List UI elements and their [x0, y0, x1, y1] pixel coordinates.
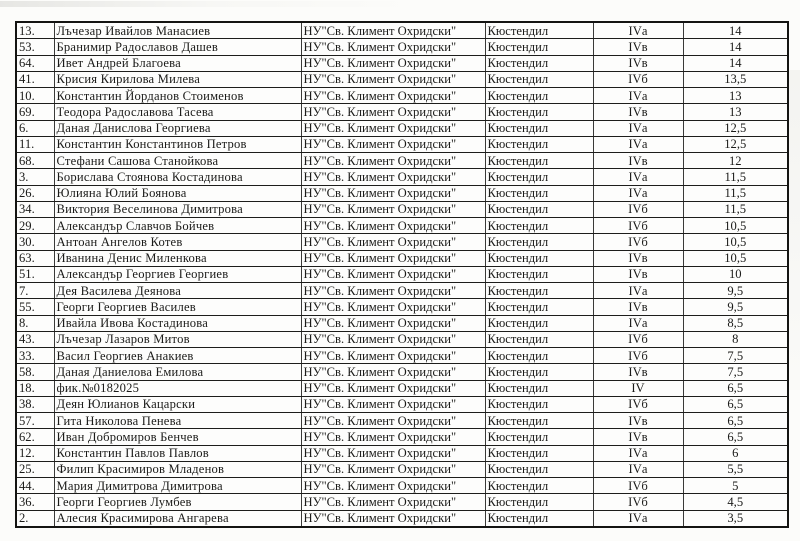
table-row: [16, 364, 788, 380]
cell-number: 44.: [16, 478, 54, 494]
cell-school: НУ"Св. Климент Охридски": [301, 185, 485, 201]
cell-city: Кюстендил: [485, 461, 593, 477]
cell-number: 6.: [16, 120, 54, 136]
cell-number: 10.: [16, 88, 54, 104]
cell-number: 55.: [16, 299, 54, 315]
cell-school: НУ"Св. Климент Охридски": [301, 299, 485, 315]
cell-school: НУ"Св. Климент Охридски": [301, 364, 485, 380]
cell-class: IVб: [593, 218, 683, 234]
cell-name: Филип Красимиров Младенов: [54, 461, 301, 477]
cell-score: 8,5: [683, 315, 788, 331]
cell-city: Кюстендил: [485, 494, 593, 510]
cell-name: Деян Юлианов Кацарски: [54, 396, 301, 412]
cell-score: 8: [683, 331, 788, 347]
cell-score: 11,5: [683, 201, 788, 217]
cell-number: 7.: [16, 283, 54, 299]
table-row: [16, 445, 788, 461]
cell-name: Крисия Кирилова Милева: [54, 71, 301, 87]
table-row: [16, 413, 788, 429]
cell-class: IVб: [593, 494, 683, 510]
table-row: [16, 71, 788, 87]
table-row: [16, 250, 788, 266]
cell-score: 11,5: [683, 185, 788, 201]
cell-school: НУ"Св. Климент Охридски": [301, 494, 485, 510]
cell-city: Кюстендил: [485, 266, 593, 282]
table-row: [16, 494, 788, 510]
cell-number: 51.: [16, 266, 54, 282]
cell-city: Кюстендил: [485, 120, 593, 136]
cell-school: НУ"Св. Климент Охридски": [301, 234, 485, 250]
cell-class: IVб: [593, 348, 683, 364]
cell-name: Иван Добромиров Бенчев: [54, 429, 301, 445]
table-row: [16, 169, 788, 185]
cell-class: IVв: [593, 55, 683, 71]
cell-number: 41.: [16, 71, 54, 87]
table-row: [16, 396, 788, 412]
cell-name: фик.№0182025: [54, 380, 301, 396]
cell-school: НУ"Св. Климент Охридски": [301, 380, 485, 396]
cell-score: 10,5: [683, 218, 788, 234]
cell-city: Кюстендил: [485, 104, 593, 120]
cell-score: 6,5: [683, 429, 788, 445]
cell-name: Георги Георгиев Василев: [54, 299, 301, 315]
cell-city: Кюстендил: [485, 445, 593, 461]
cell-score: 13: [683, 104, 788, 120]
cell-class: IVв: [593, 429, 683, 445]
cell-city: Кюстендил: [485, 201, 593, 217]
table-row: [16, 234, 788, 250]
cell-number: 63.: [16, 250, 54, 266]
cell-class: IVа: [593, 120, 683, 136]
cell-score: 13: [683, 88, 788, 104]
cell-city: Кюстендил: [485, 71, 593, 87]
cell-school: НУ"Св. Климент Охридски": [301, 39, 485, 55]
cell-name: Гита Николова Пенева: [54, 413, 301, 429]
cell-number: 62.: [16, 429, 54, 445]
cell-name: Константин Константинов Петров: [54, 136, 301, 152]
table-row: [16, 136, 788, 152]
cell-name: Константин Павлов Павлов: [54, 445, 301, 461]
table-row: [16, 120, 788, 136]
cell-city: Кюстендил: [485, 22, 593, 39]
cell-school: НУ"Св. Климент Охридски": [301, 461, 485, 477]
cell-number: 58.: [16, 364, 54, 380]
cell-name: Борислава Стоянова Костадинова: [54, 169, 301, 185]
cell-name: Лъчезар Лазаров Митов: [54, 331, 301, 347]
cell-number: 33.: [16, 348, 54, 364]
cell-number: 13.: [16, 22, 54, 39]
cell-city: Кюстендил: [485, 250, 593, 266]
cell-city: Кюстендил: [485, 429, 593, 445]
cell-number: 12.: [16, 445, 54, 461]
cell-class: IVв: [593, 104, 683, 120]
cell-class: IV: [593, 380, 683, 396]
cell-school: НУ"Св. Климент Охридски": [301, 266, 485, 282]
cell-city: Кюстендил: [485, 510, 593, 527]
cell-name: Георги Георгиев Лумбев: [54, 494, 301, 510]
cell-score: 6,5: [683, 413, 788, 429]
cell-score: 6: [683, 445, 788, 461]
cell-name: Иванина Денис Миленкова: [54, 250, 301, 266]
table-row: [16, 104, 788, 120]
cell-number: 18.: [16, 380, 54, 396]
cell-school: НУ"Св. Климент Охридски": [301, 396, 485, 412]
cell-name: Константин Йорданов Стоименов: [54, 88, 301, 104]
cell-number: 8.: [16, 315, 54, 331]
table-row: [16, 478, 788, 494]
cell-number: 11.: [16, 136, 54, 152]
cell-score: 9,5: [683, 283, 788, 299]
table-row: [16, 39, 788, 55]
cell-number: 2.: [16, 510, 54, 527]
cell-city: Кюстендил: [485, 55, 593, 71]
cell-school: НУ"Св. Климент Охридски": [301, 169, 485, 185]
cell-score: 13,5: [683, 71, 788, 87]
cell-school: НУ"Св. Климент Охридски": [301, 22, 485, 39]
cell-city: Кюстендил: [485, 331, 593, 347]
cell-score: 7,5: [683, 364, 788, 380]
cell-city: Кюстендил: [485, 478, 593, 494]
cell-number: 29.: [16, 218, 54, 234]
cell-number: 64.: [16, 55, 54, 71]
cell-number: 68.: [16, 153, 54, 169]
cell-score: 14: [683, 55, 788, 71]
cell-score: 5: [683, 478, 788, 494]
cell-class: IVа: [593, 136, 683, 152]
cell-school: НУ"Св. Климент Охридски": [301, 478, 485, 494]
cell-school: НУ"Св. Климент Охридски": [301, 348, 485, 364]
cell-name: Ивайла Ивова Костадинова: [54, 315, 301, 331]
cell-class: IVб: [593, 478, 683, 494]
cell-class: IVб: [593, 396, 683, 412]
cell-class: IVа: [593, 22, 683, 39]
cell-school: НУ"Св. Климент Охридски": [301, 55, 485, 71]
cell-school: НУ"Св. Климент Охридски": [301, 250, 485, 266]
cell-school: НУ"Св. Климент Охридски": [301, 429, 485, 445]
cell-school: НУ"Св. Климент Охридски": [301, 71, 485, 87]
cell-number: 57.: [16, 413, 54, 429]
cell-city: Кюстендил: [485, 153, 593, 169]
cell-school: НУ"Св. Климент Охридски": [301, 445, 485, 461]
cell-score: 6,5: [683, 380, 788, 396]
cell-score: 7,5: [683, 348, 788, 364]
cell-score: 12: [683, 153, 788, 169]
cell-score: 14: [683, 39, 788, 55]
cell-school: НУ"Св. Климент Охридски": [301, 218, 485, 234]
cell-score: 9,5: [683, 299, 788, 315]
cell-city: Кюстендил: [485, 136, 593, 152]
cell-class: IVб: [593, 71, 683, 87]
cell-class: IVв: [593, 364, 683, 380]
cell-number: 3.: [16, 169, 54, 185]
table-row: [16, 266, 788, 282]
cell-name: Александър Славчов Бойчев: [54, 218, 301, 234]
table-row: [16, 380, 788, 396]
cell-score: 11,5: [683, 169, 788, 185]
cell-class: IVа: [593, 461, 683, 477]
cell-name: Даная Даниелова Емилова: [54, 364, 301, 380]
cell-class: IVа: [593, 510, 683, 527]
cell-school: НУ"Св. Климент Охридски": [301, 153, 485, 169]
cell-name: Юлияна Юлий Боянова: [54, 185, 301, 201]
cell-city: Кюстендил: [485, 315, 593, 331]
cell-name: Лъчезар Ивайлов Манасиев: [54, 22, 301, 39]
cell-name: Дея Василева Деянова: [54, 283, 301, 299]
cell-name: Виктория Веселинова Димитрова: [54, 201, 301, 217]
table-row: [16, 55, 788, 71]
cell-city: Кюстендил: [485, 364, 593, 380]
cell-name: Теодора Радославова Тасева: [54, 104, 301, 120]
table-row: [16, 88, 788, 104]
cell-score: 12,5: [683, 120, 788, 136]
cell-class: IVв: [593, 266, 683, 282]
cell-city: Кюстендил: [485, 169, 593, 185]
cell-score: 10,5: [683, 234, 788, 250]
table-row: [16, 283, 788, 299]
cell-city: Кюстендил: [485, 413, 593, 429]
cell-school: НУ"Св. Климент Охридски": [301, 120, 485, 136]
cell-school: НУ"Св. Климент Охридски": [301, 413, 485, 429]
cell-class: IVв: [593, 413, 683, 429]
cell-score: 3,5: [683, 510, 788, 527]
cell-class: IVв: [593, 39, 683, 55]
cell-school: НУ"Св. Климент Охридски": [301, 510, 485, 527]
cell-name: Мария Димитрова Димитрова: [54, 478, 301, 494]
cell-name: Даная Данислова Георгиева: [54, 120, 301, 136]
cell-city: Кюстендил: [485, 234, 593, 250]
table-row: [16, 153, 788, 169]
cell-city: Кюстендил: [485, 380, 593, 396]
cell-class: IVв: [593, 153, 683, 169]
cell-number: 34.: [16, 201, 54, 217]
cell-name: Васил Георгиев Анакиев: [54, 348, 301, 364]
cell-city: Кюстендил: [485, 185, 593, 201]
cell-score: 10,5: [683, 250, 788, 266]
cell-number: 69.: [16, 104, 54, 120]
cell-class: IVа: [593, 315, 683, 331]
cell-number: 30.: [16, 234, 54, 250]
scan-artifact-top: [0, 1, 420, 7]
table-row: [16, 22, 788, 39]
cell-number: 53.: [16, 39, 54, 55]
cell-score: 10: [683, 266, 788, 282]
cell-class: IVв: [593, 250, 683, 266]
cell-score: 5,5: [683, 461, 788, 477]
cell-name: Ивет Андрей Благоева: [54, 55, 301, 71]
results-table-body: [16, 22, 788, 527]
cell-city: Кюстендил: [485, 283, 593, 299]
cell-class: IVа: [593, 185, 683, 201]
table-row: [16, 510, 788, 527]
table-row: [16, 299, 788, 315]
cell-number: 26.: [16, 185, 54, 201]
cell-school: НУ"Св. Климент Охридски": [301, 331, 485, 347]
cell-name: Антоан Ангелов Котев: [54, 234, 301, 250]
cell-number: 36.: [16, 494, 54, 510]
cell-class: IVа: [593, 283, 683, 299]
cell-class: IVв: [593, 299, 683, 315]
cell-city: Кюстендил: [485, 299, 593, 315]
cell-number: 38.: [16, 396, 54, 412]
table-row: [16, 348, 788, 364]
cell-school: НУ"Св. Климент Охридски": [301, 283, 485, 299]
cell-class: IVб: [593, 234, 683, 250]
cell-class: IVа: [593, 88, 683, 104]
table-row: [16, 218, 788, 234]
cell-school: НУ"Св. Климент Охридски": [301, 315, 485, 331]
cell-class: IVб: [593, 201, 683, 217]
cell-city: Кюстендил: [485, 88, 593, 104]
cell-score: 4,5: [683, 494, 788, 510]
cell-city: Кюстендил: [485, 39, 593, 55]
cell-number: 43.: [16, 331, 54, 347]
cell-school: НУ"Св. Климент Охридски": [301, 136, 485, 152]
cell-class: IVб: [593, 331, 683, 347]
cell-city: Кюстендил: [485, 218, 593, 234]
table-row: [16, 461, 788, 477]
cell-score: 14: [683, 22, 788, 39]
cell-class: IVа: [593, 169, 683, 185]
table-row: [16, 201, 788, 217]
cell-school: НУ"Св. Климент Охридски": [301, 201, 485, 217]
cell-class: IVа: [593, 445, 683, 461]
cell-school: НУ"Св. Климент Охридски": [301, 88, 485, 104]
cell-name: Алесия Красимирова Ангарева: [54, 510, 301, 527]
cell-name: Александър Георгиев Георгиев: [54, 266, 301, 282]
table-row: [16, 331, 788, 347]
cell-score: 6,5: [683, 396, 788, 412]
cell-name: Бранимир Радославов Дашев: [54, 39, 301, 55]
cell-name: Стефани Сашова Станойкова: [54, 153, 301, 169]
cell-city: Кюстендил: [485, 348, 593, 364]
cell-number: 25.: [16, 461, 54, 477]
results-table: [15, 21, 789, 528]
table-row: [16, 185, 788, 201]
cell-score: 12,5: [683, 136, 788, 152]
table-row: [16, 429, 788, 445]
cell-school: НУ"Св. Климент Охридски": [301, 104, 485, 120]
cell-city: Кюстендил: [485, 396, 593, 412]
table-row: [16, 315, 788, 331]
